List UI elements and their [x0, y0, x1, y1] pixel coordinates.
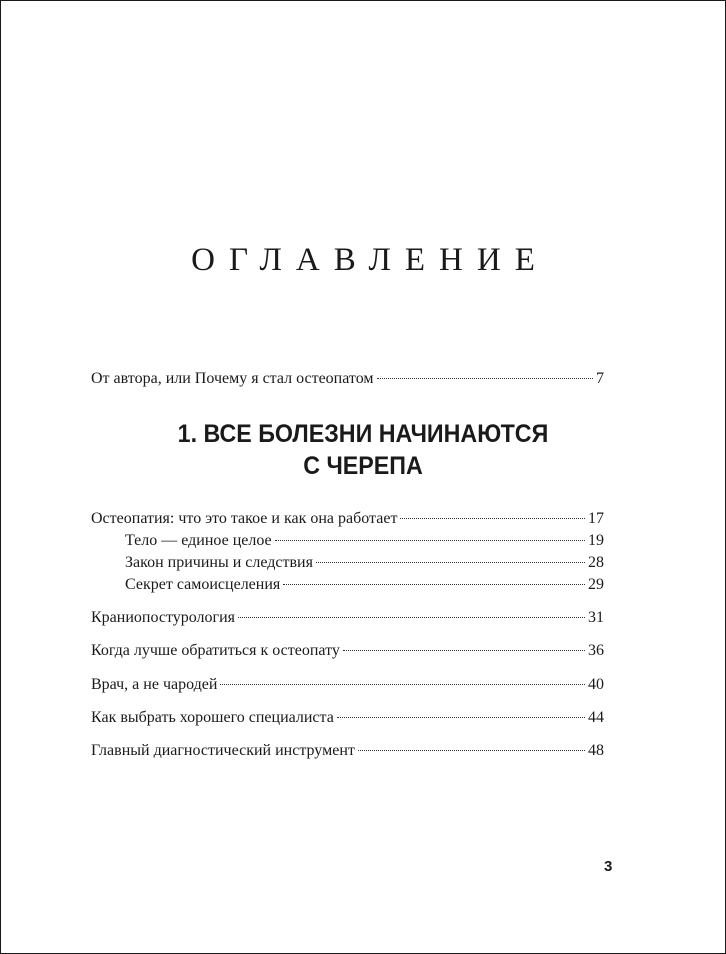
dot-leader — [316, 562, 585, 563]
toc-entry-page: 17 — [588, 510, 604, 527]
dot-leader — [337, 717, 585, 718]
toc-entry-label: Краниопостурология — [91, 609, 235, 626]
toc-entry-intro[interactable] — [91, 369, 604, 389]
toc-entry-label: Тело — единое целое — [125, 532, 272, 549]
toc-entry-label: Врач, а не чародей — [91, 676, 218, 693]
toc-entry-osteopathy[interactable] — [91, 509, 604, 529]
toc-entry-page: 44 — [588, 709, 604, 726]
toc-entry-label: Как выбрать хорошего специалиста — [91, 709, 334, 726]
toc-entry-label: Когда лучше обратиться к остеопату — [91, 642, 340, 659]
section-heading-line1: 1. ВСЕ БОЛЕЗНИ НАЧИНАЮТСЯ — [177, 420, 549, 448]
dot-leader — [377, 378, 593, 379]
toc-entry-page: 48 — [588, 742, 604, 759]
toc-entry-page: 36 — [588, 642, 604, 659]
toc-entry-label: Главный диагностический инструмент — [91, 742, 355, 759]
dot-leader — [283, 584, 585, 585]
toc-entry-when-to-visit[interactable] — [91, 641, 604, 661]
toc-subentry-body[interactable] — [125, 531, 604, 551]
section-heading-line2: С ЧЕРЕПА — [303, 452, 423, 480]
toc-entry-page: 28 — [588, 554, 604, 571]
toc-entry-label: Закон причины и следствия — [125, 554, 313, 571]
toc-entry-page: 19 — [588, 532, 604, 549]
dot-leader — [275, 540, 585, 541]
toc-entry-diagnostic-tool[interactable] — [91, 741, 604, 761]
toc-entry-page: 40 — [588, 676, 604, 693]
toc-entry-label: От автора, или Почему я стал остеопатом — [91, 370, 374, 387]
toc-subentry-self-healing[interactable] — [125, 575, 604, 595]
toc-entry-label: Остеопатия: что это такое и как она работает — [91, 510, 398, 527]
toc-entry-page: 7 — [596, 370, 604, 387]
dot-leader — [358, 750, 585, 751]
dot-leader — [238, 617, 585, 618]
page-number: 3 — [604, 858, 613, 875]
toc-entry-label: Секрет самоисцеления — [125, 576, 281, 593]
toc-title: ОГЛАВЛЕНИЕ — [191, 242, 549, 278]
toc-entry-page: 29 — [588, 576, 604, 593]
dot-leader — [343, 650, 585, 651]
dot-leader — [400, 518, 585, 519]
section-heading — [25, 418, 700, 482]
toc-subentry-cause-effect[interactable] — [125, 553, 604, 573]
toc-entry-craniopostural[interactable] — [91, 608, 604, 628]
toc-entry-doctor[interactable] — [91, 675, 604, 695]
toc-entry-choose-specialist[interactable] — [91, 708, 604, 728]
dot-leader — [220, 684, 585, 685]
toc-entry-page: 31 — [588, 609, 604, 626]
